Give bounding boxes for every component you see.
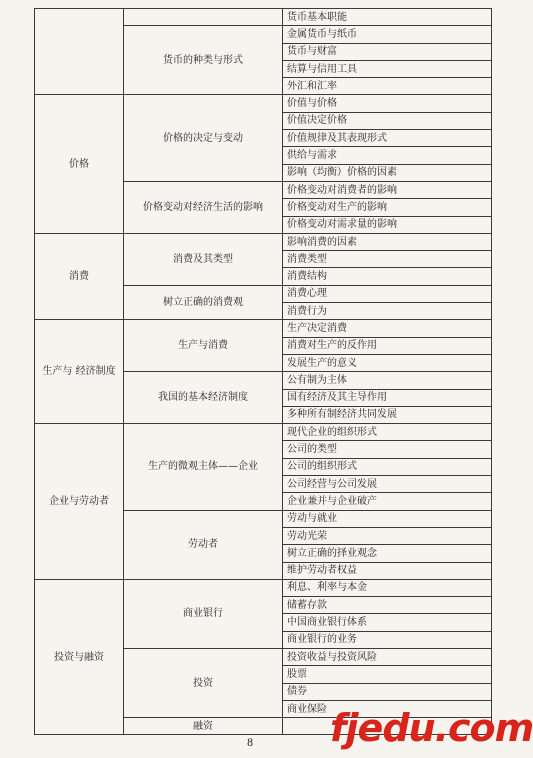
outline-body (35, 9, 492, 735)
knowledge-point-cell: 储蓄存款 (283, 597, 492, 614)
knowledge-point-cell: 价格变动对消费者的影响 (283, 181, 492, 198)
knowledge-point-cell: 树立正确的择业观念 (283, 545, 492, 562)
knowledge-point-cell: 消费类型 (283, 251, 492, 268)
knowledge-point-cell: 影响（均衡）价格的因素 (283, 164, 492, 181)
knowledge-point-cell: 中国商业银行体系 (283, 614, 492, 631)
knowledge-point-cell: 发展生产的意义 (283, 354, 492, 371)
table-row (35, 320, 492, 337)
knowledge-point-cell: 货币基本职能 (283, 9, 492, 26)
subtopic-cell: 价格的决定与变动 (124, 95, 283, 181)
knowledge-point-cell: 价值规律及其表现形式 (283, 130, 492, 147)
knowledge-point-cell: 消费对生产的反作用 (283, 337, 492, 354)
knowledge-point-cell: 价值决定价格 (283, 112, 492, 129)
knowledge-point-cell: 外汇和汇率 (283, 78, 492, 95)
subtopic-cell: 生产与消费 (124, 320, 283, 372)
section-topic-cell (35, 9, 124, 95)
knowledge-point-cell: 消费结构 (283, 268, 492, 285)
section-topic-cell: 投资与融资 (35, 579, 124, 735)
knowledge-point-cell: 债券 (283, 683, 492, 700)
knowledge-point-cell: 公司的组织形式 (283, 458, 492, 475)
knowledge-point-cell: 公司经营与公司发展 (283, 476, 492, 493)
knowledge-point-cell: 多种所有制经济共同发展 (283, 406, 492, 423)
section-topic-cell: 生产与 经济制度 (35, 320, 124, 424)
knowledge-point-cell: 消费行为 (283, 303, 492, 320)
knowledge-point-cell: 结算与信用工具 (283, 60, 492, 77)
table-row (35, 233, 492, 250)
knowledge-point-cell: 商业保险 (283, 700, 492, 717)
subtopic-cell: 融资 (124, 718, 283, 735)
knowledge-point-cell: 劳动与就业 (283, 510, 492, 527)
knowledge-point-cell: 利息、利率与本金 (283, 579, 492, 596)
knowledge-point-cell: 公司的类型 (283, 441, 492, 458)
knowledge-point-cell: 生产决定消费 (283, 320, 492, 337)
knowledge-point-cell: 公有制为主体 (283, 372, 492, 389)
knowledge-point-cell: 价格变动对生产的影响 (283, 199, 492, 216)
knowledge-point-cell: 现代企业的组织形式 (283, 424, 492, 441)
knowledge-point-cell: 股票 (283, 666, 492, 683)
section-topic-cell: 消费 (35, 233, 124, 319)
knowledge-point-cell: 商业银行的业务 (283, 631, 492, 648)
table-row (35, 95, 492, 112)
site-watermark: fjedu.com (330, 706, 533, 750)
section-topic-cell: 企业与劳动者 (35, 424, 124, 580)
knowledge-point-cell: 货币与财富 (283, 43, 492, 60)
section-topic-cell: 价格 (35, 95, 124, 233)
page-number: 8 (246, 738, 254, 749)
subtopic-cell (124, 9, 283, 26)
table-row (35, 579, 492, 596)
table-row (35, 424, 492, 441)
subtopic-cell: 生产的微观主体——企业 (124, 424, 283, 510)
subtopic-cell: 价格变动对经济生活的影响 (124, 181, 283, 233)
knowledge-point-cell: 维护劳动者权益 (283, 562, 492, 579)
knowledge-point-cell: 供给与需求 (283, 147, 492, 164)
subtopic-cell: 树立正确的消费观 (124, 285, 283, 320)
knowledge-point-cell: 影响消费的因素 (283, 233, 492, 250)
knowledge-point-cell: 消费心理 (283, 285, 492, 302)
table-row (35, 9, 492, 26)
subtopic-cell: 消费及其类型 (124, 233, 283, 285)
knowledge-point-cell: 价值与价格 (283, 95, 492, 112)
knowledge-point-cell: 国有经济及其主导作用 (283, 389, 492, 406)
knowledge-point-cell: 价格变动对需求量的影响 (283, 216, 492, 233)
subtopic-cell: 劳动者 (124, 510, 283, 579)
knowledge-point-cell: 劳动光荣 (283, 527, 492, 544)
knowledge-point-cell: 企业兼并与企业破产 (283, 493, 492, 510)
subtopic-cell: 商业银行 (124, 579, 283, 648)
subtopic-cell: 我国的基本经济制度 (124, 372, 283, 424)
knowledge-point-cell: 金属货币与纸币 (283, 26, 492, 43)
subtopic-cell: 投资 (124, 648, 283, 717)
syllabus-outline-table (34, 8, 492, 735)
knowledge-point-cell: 投资收益与投资风险 (283, 648, 492, 665)
subtopic-cell: 货币的种类与形式 (124, 26, 283, 95)
